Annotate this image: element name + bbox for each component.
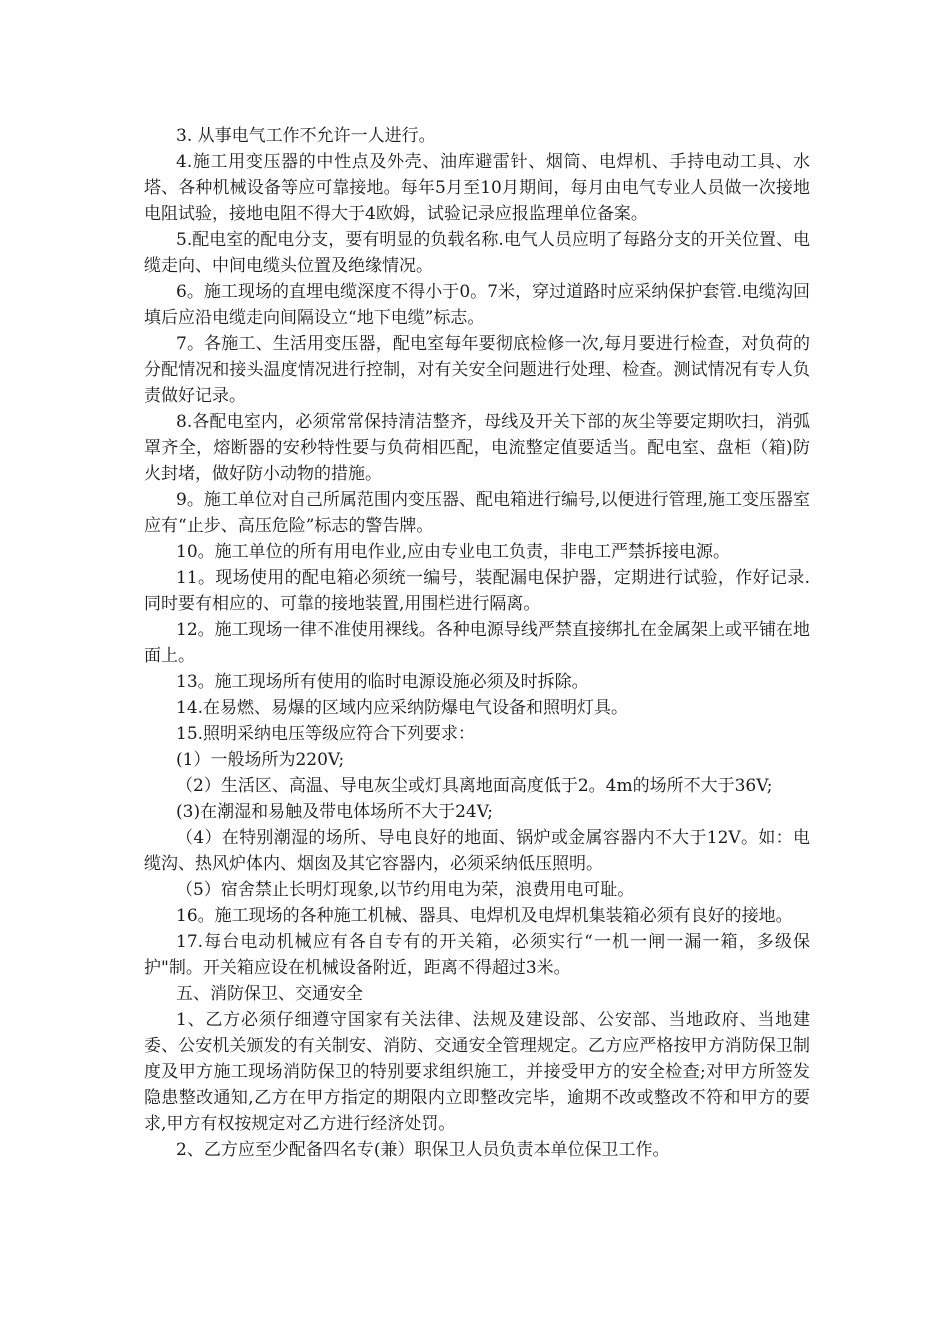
section-heading-5: 五、消防保卫、交通安全	[176, 984, 363, 1004]
section-item-2: 2、乙方应至少配备四名专(兼）职保卫人员负责本单位保卫工作。	[176, 1140, 670, 1160]
paragraph-item-7: 7。各施工、生活用变压器，配电室每年要彻底检修一次,每月要进行检查，对负荷的分配情况和接头温度情况进行控制，对有关安全问题进行处理、检查。测试情况有专人负责做好记录。	[144, 334, 810, 406]
paragraph-item-10: 10。施工单位的所有用电作业,应由专业电工负责，非电工严禁拆接电源。	[176, 542, 731, 562]
paragraph-item-12: 12。施工现场一律不准使用裸线。各种电源导线严禁直接绑扎在金属架上或平铺在地面上。	[144, 620, 810, 666]
document-body	[144, 123, 810, 1163]
paragraph-item-16: 16。施工现场的各种施工机械、器具、电焊机及电焊机集装箱必须有良好的接地。	[176, 906, 793, 926]
sub-item-5: （5）宿舍禁止长明灯现象,以节约用电为荣，浪费用电可耻。	[176, 880, 635, 900]
paragraph-item-5: 5.配电室的配电分支，要有明显的负载名称.电气人员应明了每路分支的开关位置、电缆走向、中间电缆头位置及绝缘情况。	[144, 230, 810, 276]
paragraph-item-11: 11。现场使用的配电箱必须统一编号，装配漏电保护器，定期进行试验，作好记录.同时要有相应的、可靠的接地装置,用围栏进行隔离。	[144, 568, 810, 614]
paragraph-item-9: 9。施工单位对自己所属范围内变压器、配电箱进行编号,以便进行管理,施工变压器室应有“止步、高压危险”标志的警告牌。	[144, 490, 810, 536]
paragraph-item-6: 6。施工现场的直埋电缆深度不得小于0。7米，穿过道路时应采纳保护套管.电缆沟回填后应沿电缆走向间隔设立“地下电缆”标志。	[144, 282, 810, 328]
paragraph-item-13: 13。施工现场所有使用的临时电源设施必须及时拆除。	[176, 672, 589, 692]
sub-item-1: (1）一般场所为220V;	[176, 750, 345, 770]
paragraph-item-4: 4.施工用变压器的中性点及外壳、油库避雷针、烟筒、电焊机、手持电动工具、水塔、各种机械设备等应可靠接地。每年5月至10月期间，每月由电气专业人员做一次接地电阻试验，接地电阻不得大于4欧姆，试验记录应报监理单位备案。	[144, 152, 810, 224]
sub-item-2: （2）生活区、高温、导电灰尘或灯具离地面高度低于2。4m的场所不大于36V;	[176, 776, 773, 796]
section-item-1: 1、乙方必须仔细遵守国家有关法律、法规及建设部、公安部、当地政府、当地建委、公安机关颁发的有关制安、消防、交通安全管理规定。乙方应严格按甲方消防保卫制度及甲方施工现场消防保卫的特别要求组织施工，并接受甲方的安全检查;对甲方所签发隐患整改通知,乙方在甲方指定的期限内立即整改完毕，逾期不改或整改不符和甲方的要求,甲方有权按规定对乙方进行经济处罚。	[144, 1010, 810, 1134]
paragraph-item-3: 3. 从事电气工作不允许一人进行。	[176, 126, 436, 146]
paragraph-item-15: 15.照明采纳电压等级应符合下列要求：	[176, 724, 476, 744]
paragraph-item-14: 14.在易燃、易爆的区域内应采纳防爆电气设备和照明灯具。	[176, 698, 629, 718]
paragraph-item-8: 8.各配电室内，必须常常保持清洁整齐，母线及开关下部的灰尘等要定期吹扫，消弧罩齐全，熔断器的安秒特性要与负荷相匹配，电流整定值要适当。配电室、盘柜（箱)防火封堵，做好防小动物的措施。	[144, 412, 810, 484]
sub-item-3: (3)在潮湿和易触及带电体场所不大于24V;	[176, 802, 494, 822]
sub-item-4: （4）在特别潮湿的场所、导电良好的地面、锅炉或金属容器内不大于12V。如：电缆沟、热风炉体内、烟囱及其它容器内，必须采纳低压照明。	[144, 828, 810, 874]
paragraph-item-17: 17.每台电动机械应有各自专有的开关箱，必须实行“一机一闸一漏一箱，多级保护"制。开关箱应设在机械设备附近，距离不得超过3米。	[144, 932, 810, 978]
